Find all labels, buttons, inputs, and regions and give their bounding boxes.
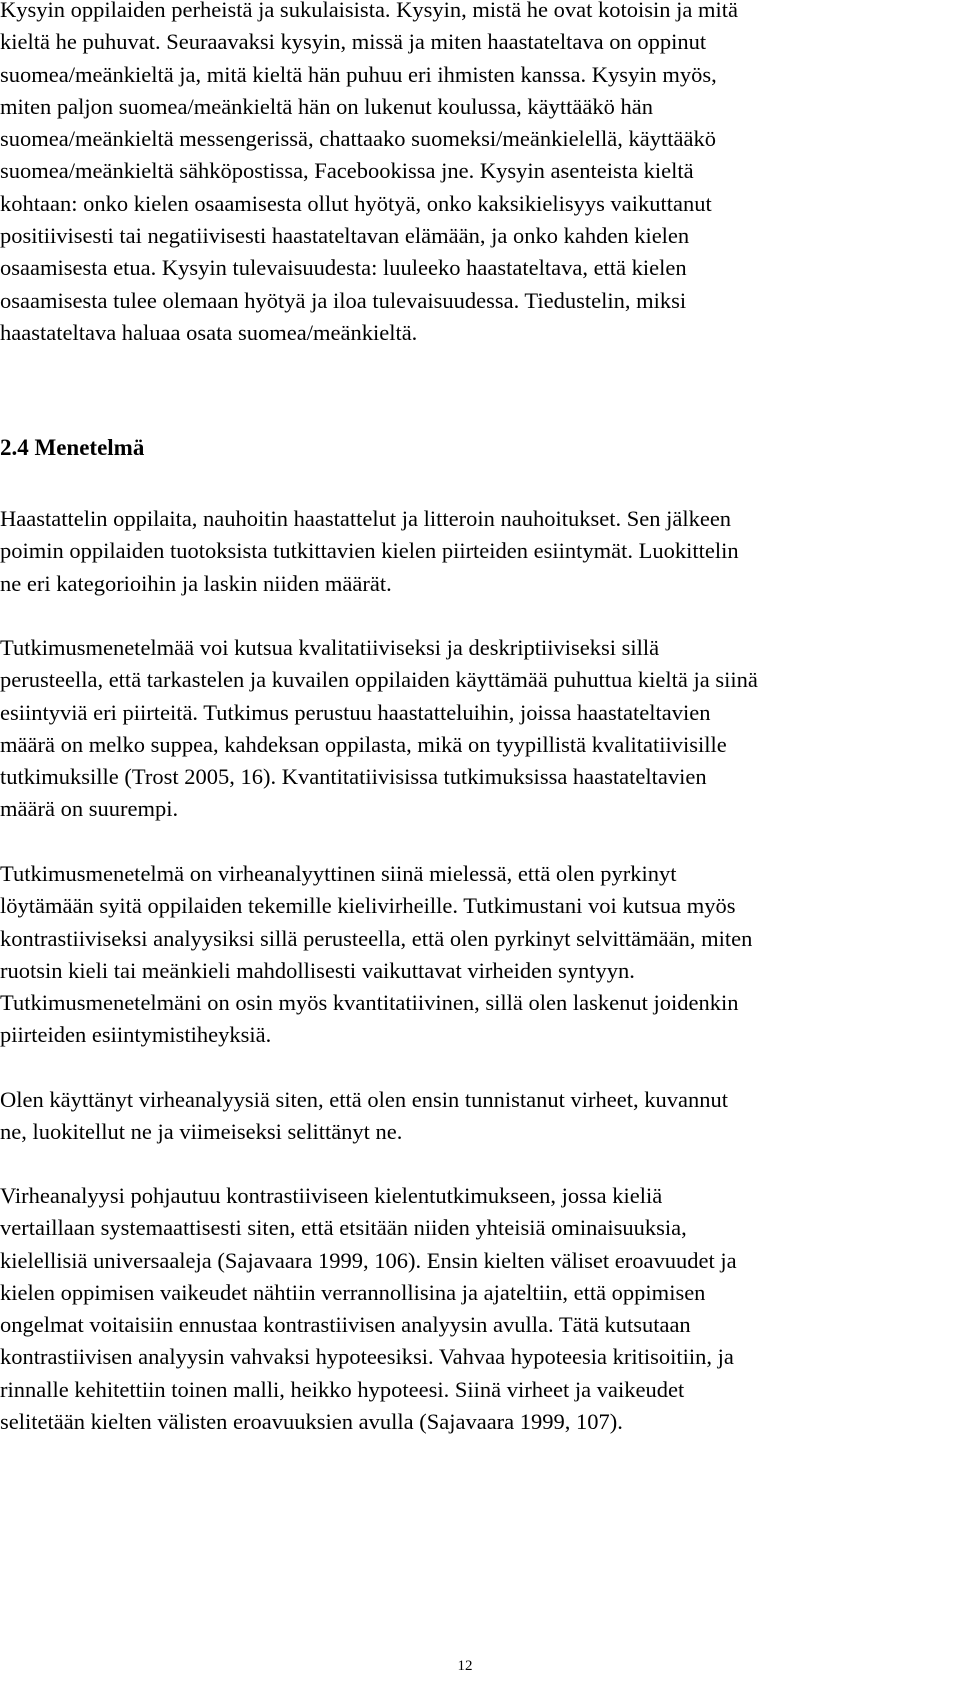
paragraph-method-error-steps: Olen käyttänyt virheanalyysiä siten, että olen ensin tunnistanut virheet, kuvannut ne, luokitellut ne ja viimeiseksi selittänyt ne.	[0, 1087, 728, 1145]
paragraph-interview-questions: Kysyin oppilaiden perheistä ja sukulaisista. Kysyin, mistä he ovat kotoisin ja mitä kieltä he puhuvat. Seuraavaksi kysyin, missä ja miten haastateltava on oppinut suomea/meänkieltä ja, mitä kieltä hän puhuu eri ihmisten kanssa. Kysyin myös, miten paljon suomea/meänkieltä hän on lukenut koulussa, käyttääkö hän suomea/meänkieltä messengerissä, chattaako suomeksi/meänkielellä, käyttääkö suomea/meänkieltä sähköpostissa, Facebookissa jne. Kysyin asenteista kieltä kohtaan: onko kielen osaamisesta ollut hyötyä, onko kaksikielisyys vaikuttanut positiivisesti tai negatiivisesti haastateltavan elämään, ja onko kahden kielen osaamisesta etua. Kysyin tulevaisuudesta: luuleeko haastateltava, että kielen osaamisesta tulee olemaan hyötyä ja iloa tulevaisuudessa. Tiedustelin, miksi haastateltava haluaa osata suomea/meänkieltä.	[0, 0, 739, 345]
paragraph-method-qualitative: Tutkimusmenetelmää voi kutsua kvalitatiiviseksi ja deskriptiiviseksi sillä perusteella, että tarkastelen ja kuvailen oppilaiden käyttämää puhuttua kieltä ja siinä esiintyviä eri piirteitä. Tutkimus perustuu haastatteluihin, joissa haastateltavien määrä on melko suppea, kahdeksan oppilasta, mikä on tyypillistä kvalitatiivisille tutkimuksille (Trost 2005, 16). Kvantitatiivisissa tutkimuksissa haastateltavien määrä on suurempi.	[0, 635, 758, 822]
paragraph-method-error-analysis: Tutkimusmenetelmä on virheanalyyttinen siinä mielessä, että olen pyrkinyt löytämään syitä oppilaiden tekemille kielivirheille. Tutkimustani voi kutsua myös kontrastiiviseksi analyysiksi sillä perusteella, että olen pyrkinyt selvittämään, miten ruotsin kieli tai meänkieli mahdollisesti vaikuttavat virheiden syntyyn. Tutkimusmenetelmäni on osin myös kvantitatiivinen, sillä olen laskenut joidenkin piirteiden esiintymistiheyksiä.	[0, 861, 753, 1048]
page-number: 12	[457, 1658, 473, 1674]
section-heading: 2.4 Menetelmä	[0, 435, 145, 460]
paragraph-method-procedure: Haastattelin oppilaita, nauhoitin haastattelut ja litteroin nauhoitukset. Sen jälkeen poimin oppilaiden tuotoksista tutkittavien kielen piirteiden esiintymät. Luokittelin ne eri kategorioihin ja laskin niiden määrät.	[0, 506, 739, 596]
paragraph-method-contrastive: Virheanalyysi pohjautuu kontrastiiviseen kielentutkimukseen, jossa kieliä vertaillaan systemaattisesti siten, että etsitään niiden yhteisiä ominaisuuksia, kielellisiä universaaleja (Sajavaara 1999, 106). Ensin kielten väliset eroavuudet ja kielen oppimisen vaikeudet nähtiin verrannollisina ja ajateltiin, että oppimisen ongelmat voitaisiin ennustaa kontrastiivisen analyysin avulla. Tätä kutsutaan kontrastiivisen analyysin vahvaksi hypoteesiksi. Vahvaa hypoteesia kritisoitiin, ja rinnalle kehitettiin toinen malli, heikko hypoteesi. Siinä virheet ja vaikeudet selitetään kielten välisten eroavuuksien avulla (Sajavaara 1999, 107).	[0, 1183, 737, 1435]
